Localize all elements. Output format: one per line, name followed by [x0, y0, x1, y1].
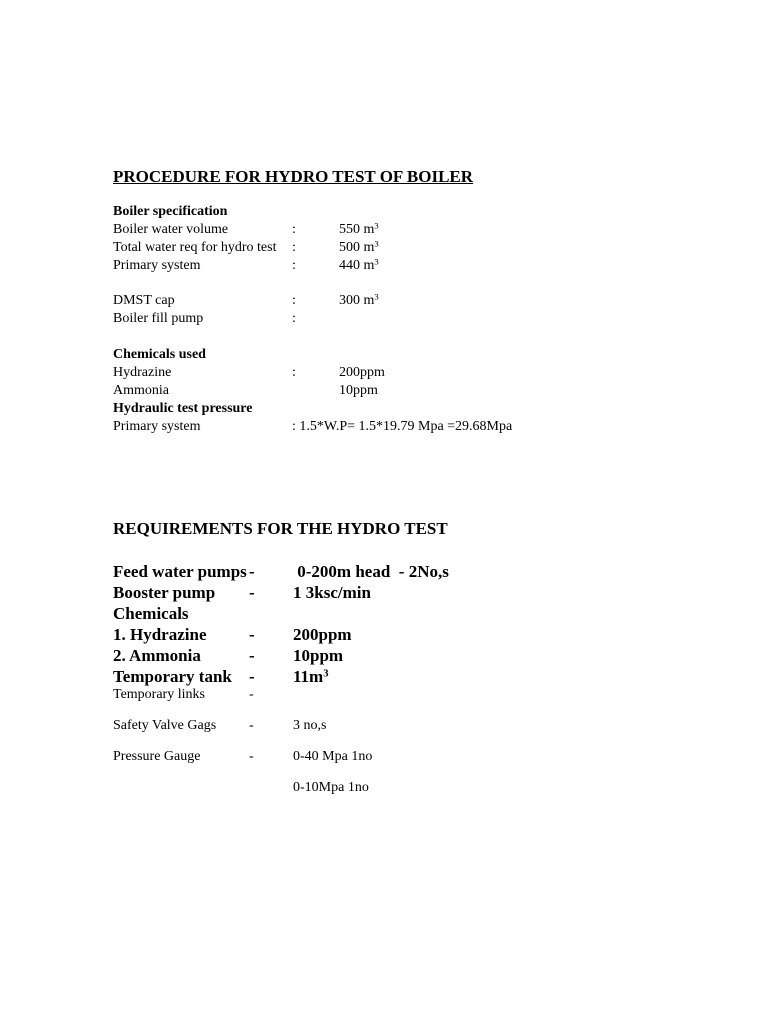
hydraulic-value: : 1.5*W.P= 1.5*19.79 Mpa =29.68Mpa — [292, 419, 513, 434]
spec-label: Total water req for hydro test — [113, 240, 277, 255]
requirement-label: 2. Ammonia — [113, 646, 201, 665]
requirement-label: 1. Hydrazine — [113, 625, 207, 644]
requirement-dash: - — [249, 646, 255, 665]
spec-label: Primary system — [113, 258, 201, 273]
hydraulic-heading: Hydraulic test pressure — [113, 401, 253, 416]
spec-value: 500 $m^3$ — [339, 238, 379, 255]
requirement-value: 1 3ksc/min — [293, 583, 371, 602]
chemical-value: 10ppm — [339, 383, 378, 398]
requirement-dash: - — [249, 687, 254, 702]
spec-value: 550 $m^3$ — [339, 220, 379, 237]
requirement-label: Chemicals — [113, 604, 189, 623]
spec-label: Boiler fill pump — [113, 311, 204, 326]
spec-value: 440 $m^3$ — [339, 256, 379, 273]
hydraulic-label: Primary system — [113, 419, 201, 434]
spec-separator: : — [292, 222, 296, 237]
requirement-value: 0-10Mpa 1no — [293, 780, 369, 795]
spec-value: 300 $m^3$ — [339, 291, 379, 308]
requirement-dash: - — [249, 749, 254, 764]
requirement-value: 3 no,s — [293, 718, 327, 733]
requirement-value: 200ppm — [293, 625, 352, 644]
requirement-dash: - — [249, 625, 255, 644]
boiler-spec-heading: Boiler specification — [113, 204, 228, 219]
requirement-label: Booster pump — [113, 583, 216, 602]
chemical-separator: : — [292, 365, 296, 380]
chemicals-heading: Chemicals used — [113, 347, 206, 362]
requirement-value: $11m^3$ — [293, 667, 329, 686]
requirement-value: 0-40 Mpa 1no — [293, 749, 373, 764]
requirement-label: Temporary links — [113, 687, 205, 702]
spec-separator: : — [292, 311, 296, 326]
spec-label: DMST cap — [113, 293, 175, 308]
spec-separator: : — [292, 293, 296, 308]
spec-separator: : — [292, 240, 296, 255]
requirement-dash: - — [249, 562, 255, 581]
chemical-label: Hydrazine — [113, 365, 172, 380]
spec-separator: : — [292, 258, 296, 273]
spec-label: Boiler water volume — [113, 222, 229, 237]
requirement-dash: - — [249, 718, 254, 733]
requirement-value: 0-200m head - 2No,s — [293, 562, 449, 581]
requirement-value: 10ppm — [293, 646, 344, 665]
requirement-dash: - — [249, 667, 255, 686]
chemical-value: 200ppm — [339, 365, 385, 380]
requirement-label: Temporary tank — [113, 667, 232, 686]
requirement-label: Safety Valve Gags — [113, 718, 217, 733]
requirement-label: Feed water pumps — [113, 562, 247, 581]
requirements-title: REQUIREMENTS FOR THE HYDRO TEST — [113, 519, 448, 538]
chemical-label: Ammonia — [113, 383, 169, 398]
page-title: PROCEDURE FOR HYDRO TEST OF BOILER — [113, 167, 474, 186]
requirement-label: Pressure Gauge — [113, 749, 201, 764]
requirement-dash: - — [249, 583, 255, 602]
